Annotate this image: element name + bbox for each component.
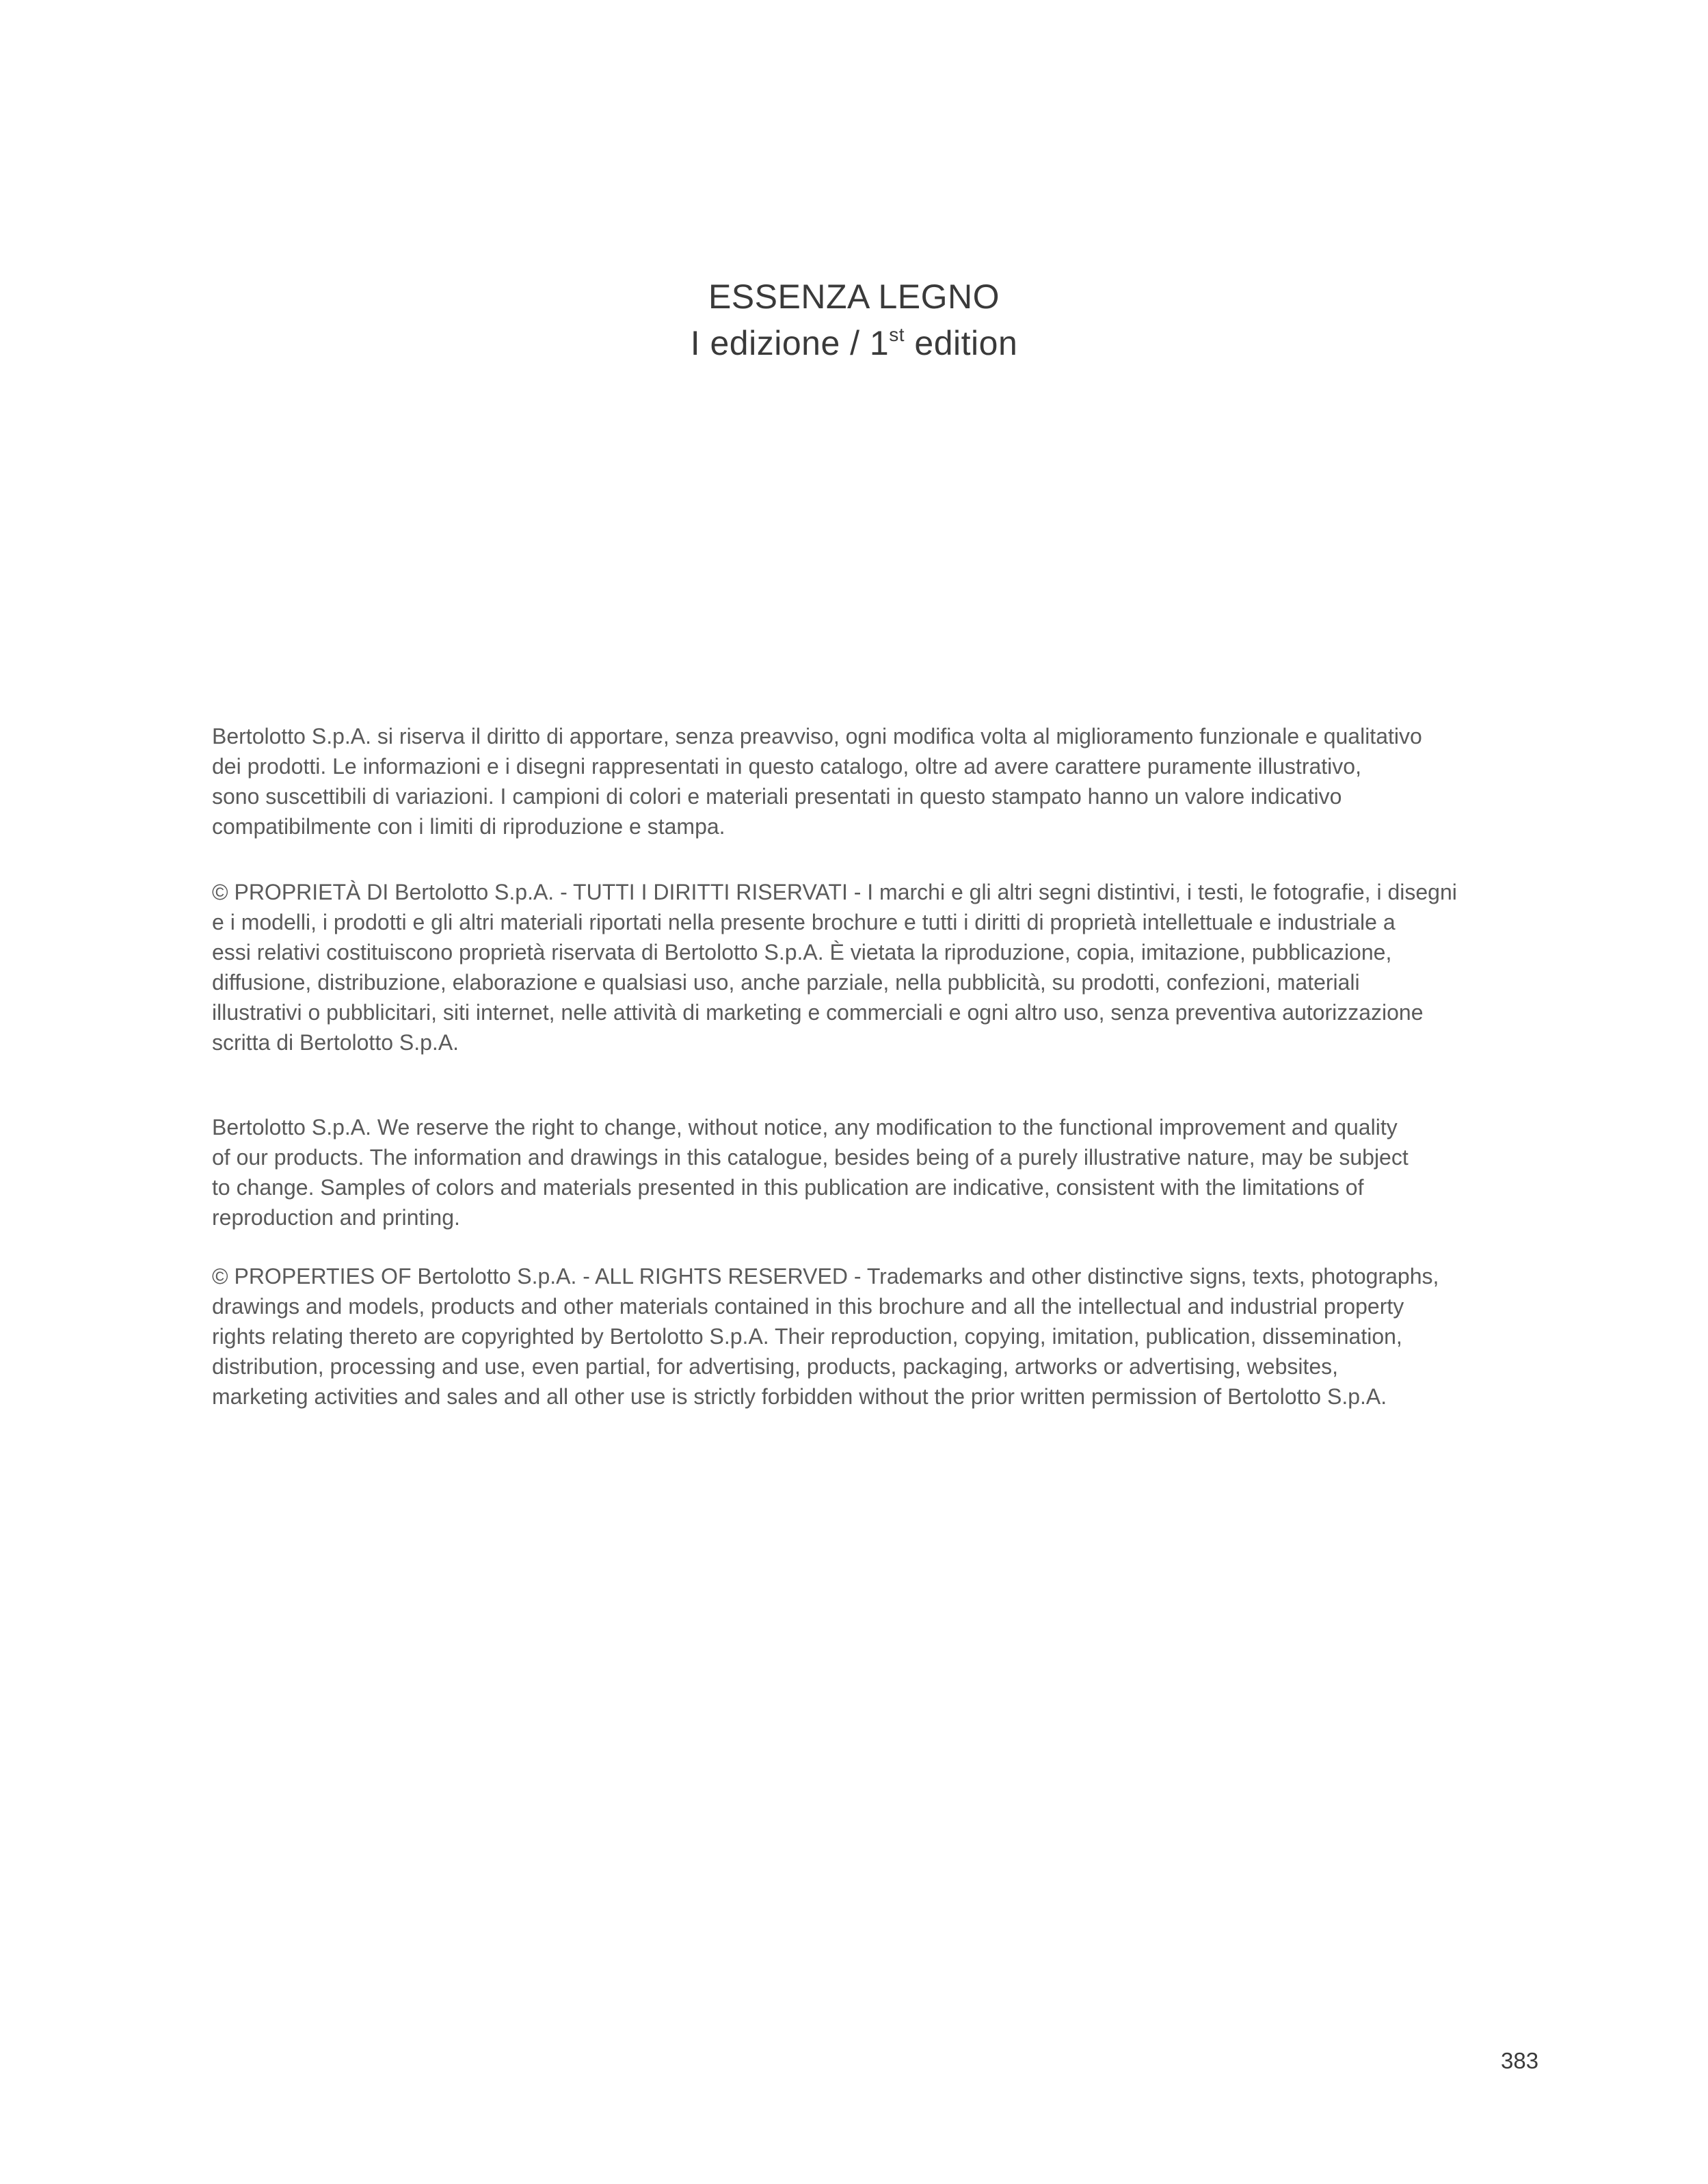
text-line: reproduction and printing. [212, 1205, 460, 1230]
text-line: e i modelli, i prodotti e gli altri materiali riportati nella presente brochure e tutti i diritti di proprietà intellettuale e industriale a [212, 910, 1396, 934]
edition-prefix: I edizione / 1 [690, 324, 890, 362]
document-title: ESSENZA LEGNO [708, 278, 1000, 316]
text-line: of our products. The information and drawings in this catalogue, besides being of a purely illustrative nature, may be subject [212, 1145, 1409, 1170]
text-line: Bertolotto S.p.A. We reserve the right to change, without notice, any modification to the functional improvement and quality [212, 1115, 1398, 1140]
italian-copyright-paragraph [212, 877, 1508, 1057]
text-line: marketing activities and sales and all other use is strictly forbidden without the prior written permission of Bertolotto S.p.A. [212, 1384, 1387, 1409]
text-line: sono suscettibili di variazioni. I campioni di colori e materiali presentati in questo stampato hanno un valore indicativo [212, 784, 1342, 809]
text-line: © PROPRIETÀ DI Bertolotto S.p.A. - TUTTI I DIRITTI RISERVATI - I marchi e gli altri segni distintivi, i testi, le fotografie, i disegni [212, 880, 1457, 904]
text-line: dei prodotti. Le informazioni e i disegni rappresentati in questo catalogo, oltre ad avere carattere puramente illustrativo, [212, 754, 1361, 779]
edition-line [0, 320, 1708, 366]
italian-disclaimer-block [212, 721, 1508, 841]
edition-superscript: st [889, 324, 905, 345]
text-line: diffusione, distribuzione, elaborazione e qualsiasi uso, anche parziale, nella pubblicità, su prodotti, confezioni, materiali [212, 970, 1360, 995]
english-disclaimer-block [212, 1112, 1508, 1232]
italian-disclaimer-paragraph [212, 721, 1508, 841]
page-number: 383 [1501, 2048, 1539, 2073]
text-line: scritta di Bertolotto S.p.A. [212, 1030, 459, 1055]
text-line: drawings and models, products and other materials contained in this brochure and all the intellectual and industrial property [212, 1294, 1404, 1319]
text-line: to change. Samples of colors and materials presented in this publication are indicative, consistent with the limitations of [212, 1175, 1364, 1200]
document-header [0, 273, 1708, 366]
english-disclaimer-paragraph [212, 1112, 1508, 1232]
italian-copyright-block [212, 877, 1508, 1057]
text-line: essi relativi costituiscono proprietà riservata di Bertolotto S.p.A. È vietata la riproduzione, copia, imitazione, pubblicazione, [212, 940, 1392, 965]
text-line: distribution, processing and use, even partial, for advertising, products, packaging, artworks or advertising, websites, [212, 1354, 1339, 1379]
english-copyright-block [212, 1261, 1508, 1412]
text-line: compatibilmente con i limiti di riproduzione e stampa. [212, 814, 725, 839]
edition-suffix: edition [905, 324, 1018, 362]
text-line: Bertolotto S.p.A. si riserva il diritto di apportare, senza preavviso, ogni modifica volta al miglioramento funzionale e qualitativo [212, 724, 1422, 749]
english-copyright-paragraph [212, 1261, 1508, 1412]
text-line: © PROPERTIES OF Bertolotto S.p.A. - ALL RIGHTS RESERVED - Trademarks and other distinctive signs, texts, photographs, [212, 1264, 1439, 1289]
text-line: rights relating thereto are copyrighted by Bertolotto S.p.A. Their reproduction, copying, imitation, publication, dissemination, [212, 1324, 1402, 1349]
text-line: illustrativi o pubblicitari, siti internet, nelle attività di marketing e commerciali e ogni altro uso, senza preventiva autorizzazione [212, 1000, 1424, 1025]
